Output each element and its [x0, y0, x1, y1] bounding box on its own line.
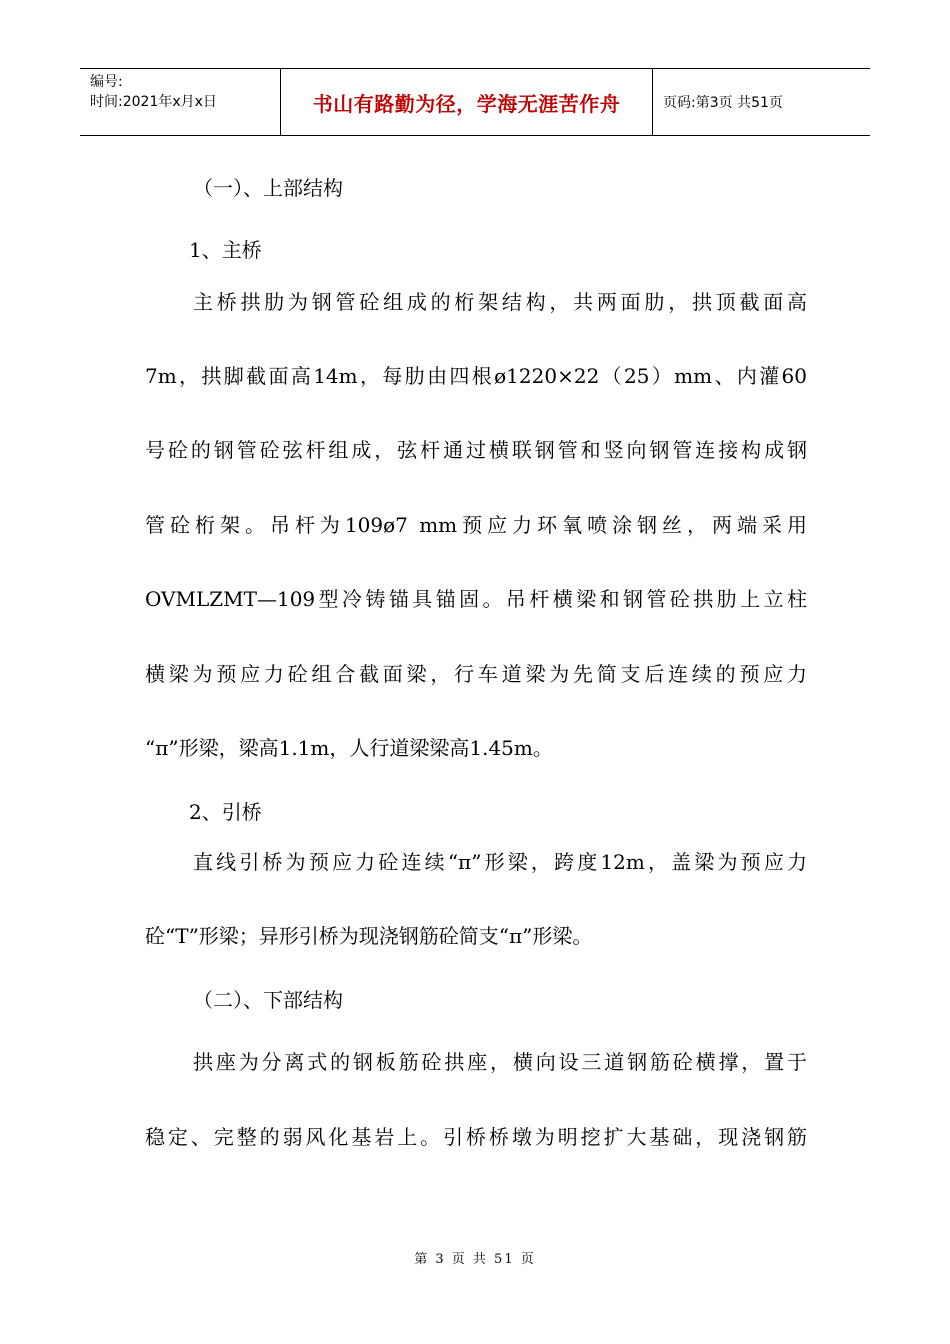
paragraph-line: 稳定、完整的弱风化基岩上。引桥桥墩为明挖扩大基础，现浇钢筋 [145, 1125, 807, 1149]
section-heading-lower-structure: （二）、下部结构 [193, 988, 343, 1012]
paragraph-line: 主桥拱肋为钢管砼组成的桁架结构，共两面肋，拱顶截面高 [193, 290, 807, 314]
paragraph-line: 直线引桥为预应力砼连续“π”形梁，跨度12m，盖梁为预应力 [193, 850, 807, 874]
header-page-info: 页码:第3页 共51页 [663, 95, 783, 111]
header-motto: 书山有路勤为径，学海无涯苦作舟 [281, 69, 653, 135]
paragraph-line: 7m，拱脚截面高14m，每肋由四根ø1220×22（25）mm、内灌60 [145, 364, 807, 388]
paragraph-line: “π”形梁，梁高1.1m，人行道梁梁高1.45m。 [145, 736, 553, 760]
paragraph-line: 号砼的钢管砼弦杆组成，弦杆通过横联钢管和竖向钢管连接构成钢 [145, 438, 807, 462]
page-footer: 第 3 页 共 51 页 [414, 1252, 536, 1267]
subheading-approach-bridge: 2、引桥 [189, 800, 262, 824]
page-header [80, 68, 870, 136]
paragraph-line: 管砼桁架。吊杆为109ø7 mm预应力环氧喷涂钢丝，两端采用 [145, 513, 807, 537]
paragraph-line: 横梁为预应力砼组合截面梁，行车道梁为先简支后连续的预应力 [145, 662, 807, 686]
paragraph-line: OVMLZMT—109型冷铸锚具锚固。吊杆横梁和钢管砼拱肋上立柱 [145, 587, 807, 611]
paragraph-line: 砼“T”形梁；异形引桥为现浇钢筋砼简支“π”形梁。 [145, 924, 593, 948]
document-time-label: 时间:2021年x月x日 [90, 94, 217, 110]
document-number-label: 编号: [90, 74, 123, 90]
section-heading-upper-structure: （一）、上部结构 [193, 176, 343, 200]
header-meta [80, 69, 281, 135]
subheading-main-bridge: 1、主桥 [189, 238, 262, 262]
paragraph-line: 拱座为分离式的钢板筋砼拱座，横向设三道钢筋砼横撑，置于 [193, 1050, 807, 1074]
